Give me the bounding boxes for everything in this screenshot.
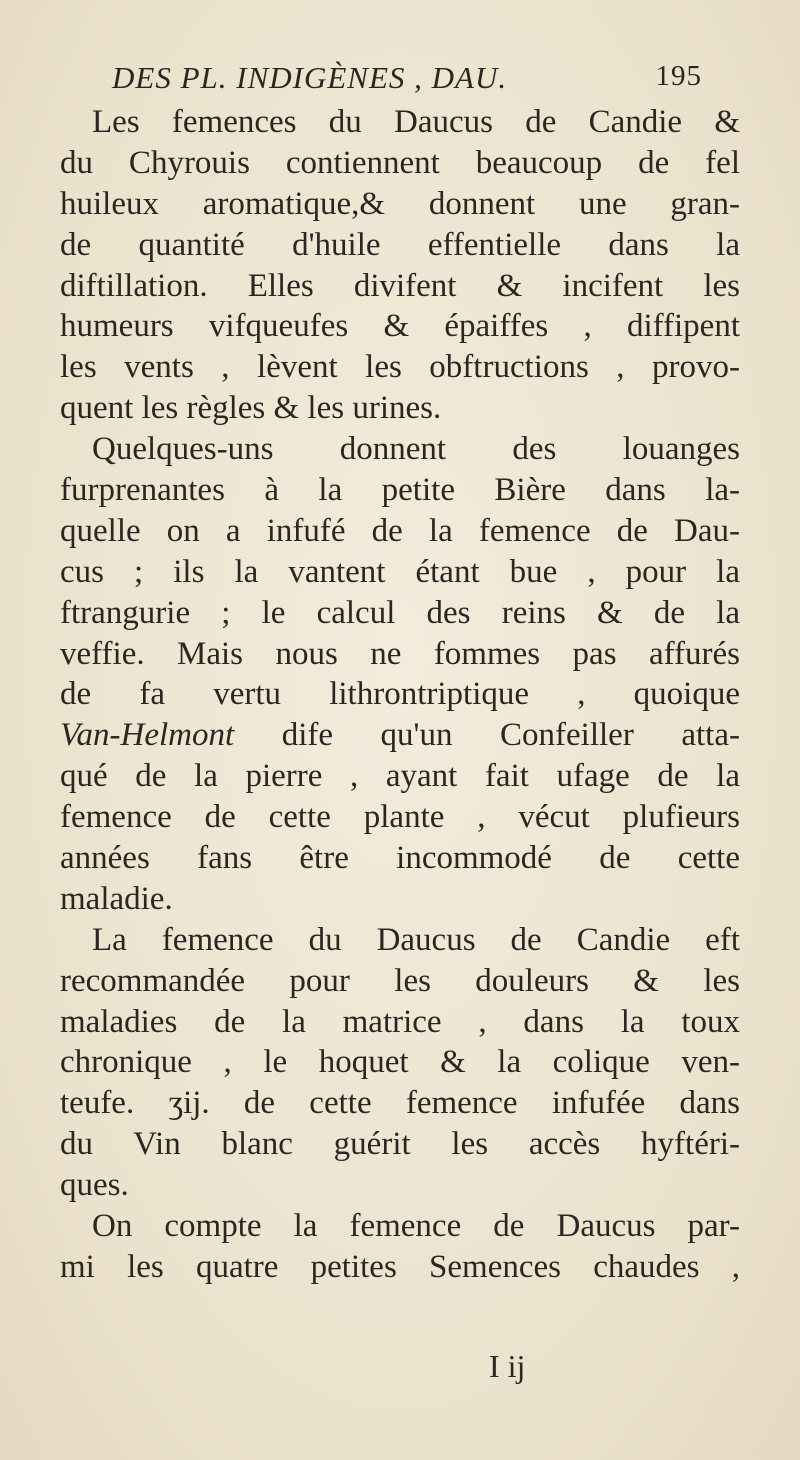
line-text: quelle on a infufé de la femence de Dau-: [60, 512, 740, 549]
text-line: [60, 388, 740, 429]
text-line: [60, 879, 740, 920]
text-line: [60, 306, 740, 347]
line-text: maladie.: [60, 880, 173, 917]
line-text: années fans être incommodé de cette: [60, 840, 740, 877]
line-text: furprenantes à la petite Bière dans la-: [60, 472, 740, 509]
line-text: du Vin blanc guérit les accès hyftéri-: [60, 1126, 740, 1163]
line-text: recommandée pour les douleurs & les: [60, 962, 740, 999]
text-line: [60, 1247, 740, 1288]
line-text: du Chyrouis contiennent beaucoup de fel: [60, 144, 740, 181]
text-line: [60, 920, 740, 961]
line-text: diftillation. Elles divifent & incifent les: [60, 267, 740, 304]
text-line: [60, 1042, 740, 1083]
line-text: teufe. ʒij. de cette femence infufée dans: [60, 1085, 740, 1122]
line-text: huileux aromatique,& donnent une gran-: [60, 185, 740, 222]
line-text: dife qu'un Confeiller atta-: [234, 717, 740, 754]
text-line: [60, 225, 740, 266]
text-line: [60, 838, 740, 879]
text-line: [60, 143, 740, 184]
text-line: [60, 347, 740, 388]
body-text: [60, 102, 740, 1288]
text-line: [60, 552, 740, 593]
text-line: [60, 429, 740, 470]
line-text: mi les quatre petites Semences chaudes ,: [60, 1248, 740, 1285]
text-line: [60, 1165, 740, 1206]
line-text: veffie. Mais nous ne fommes pas affurés: [60, 635, 740, 672]
line-text: humeurs vifqueufes & épaiffes , diffipent: [60, 308, 740, 345]
text-line: [60, 593, 740, 634]
line-text: de fa vertu lithrontriptique , quoique: [60, 676, 740, 713]
line-text: qué de la pierre , ayant fait ufage de la: [60, 758, 740, 795]
page-number: 195: [655, 60, 702, 92]
text-line: [60, 470, 740, 511]
line-text: ftrangurie ; le calcul des reins & de la: [60, 594, 740, 631]
line-text: Les femences du Daucus de Candie &: [92, 104, 740, 140]
line-text: Quelques-uns donnent des louanges: [92, 431, 740, 468]
line-text: La femence du Daucus de Candie eft: [92, 921, 740, 958]
text-line: [60, 184, 740, 225]
line-text: de quantité d'huile effentielle dans la: [60, 226, 740, 263]
text-line: [60, 634, 740, 675]
signature-mark: I ij: [489, 1348, 526, 1384]
text-line: [60, 1083, 740, 1124]
text-line: [60, 961, 740, 1002]
text-line: [60, 511, 740, 552]
line-text: les vents , lèvent les obftructions , provo-: [60, 349, 740, 386]
text-line: [60, 1002, 740, 1043]
line-text: maladies de la matrice , dans la toux: [60, 1003, 740, 1040]
line-text: ques.: [60, 1167, 129, 1204]
line-text: cus ; ils la vantent étant bue , pour la: [60, 553, 740, 590]
text-line: [60, 715, 740, 756]
text-line: [60, 756, 740, 797]
text-line: [60, 797, 740, 838]
line-text: chronique , le hoquet & la colique ven-: [60, 1044, 740, 1081]
line-text: femence de cette plante , vécut plufieurs: [60, 799, 740, 836]
text-line: [60, 674, 740, 715]
text-line: [60, 102, 740, 143]
line-text: On compte la femence de Daucus par-: [92, 1208, 740, 1245]
running-title: DES PL. INDIGÈNES , DAU.: [112, 60, 508, 95]
line-text: quent les règles & les urines.: [60, 390, 442, 427]
text-line: [60, 1124, 740, 1165]
text-line: [60, 266, 740, 307]
text-line: [60, 1206, 740, 1247]
italic-name: Van-Helmont: [60, 717, 235, 754]
